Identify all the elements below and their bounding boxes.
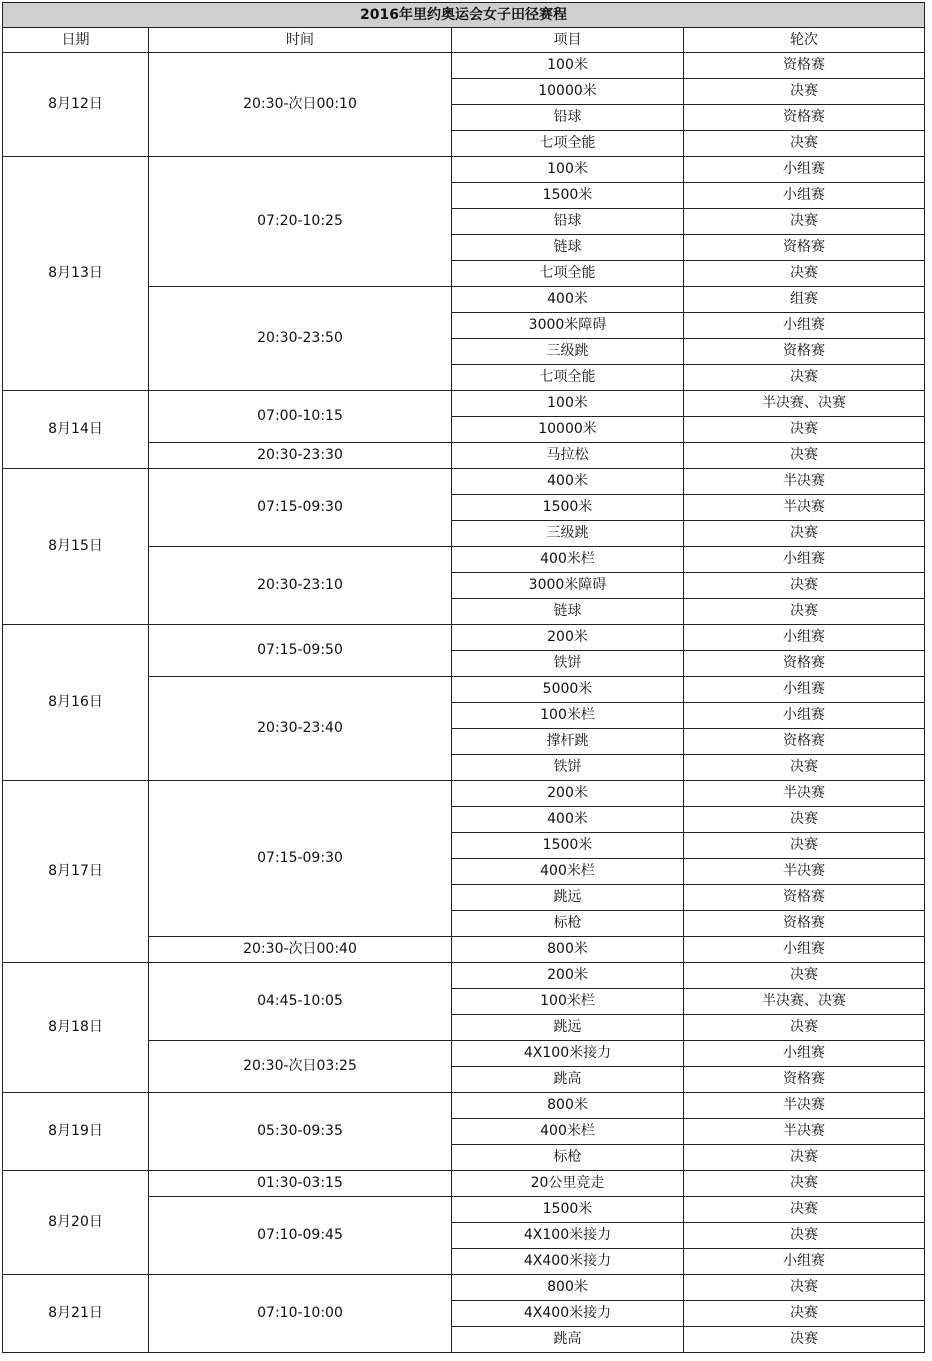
round-cell: 半决赛 (684, 1119, 925, 1145)
time-cell: 20:30-23:30 (149, 443, 452, 469)
round-cell: 决赛 (684, 261, 925, 287)
table-row (3, 157, 925, 183)
header-event: 项目 (452, 28, 684, 53)
table-row (3, 391, 925, 417)
round-cell: 半决赛 (684, 495, 925, 521)
round-cell: 决赛 (684, 1327, 925, 1353)
round-cell: 决赛 (684, 521, 925, 547)
event-cell: 链球 (452, 235, 684, 261)
event-cell: 200米 (452, 963, 684, 989)
time-cell: 07:10-10:00 (149, 1275, 452, 1353)
event-cell: 4X400米接力 (452, 1301, 684, 1327)
event-cell: 3000米障碍 (452, 573, 684, 599)
event-cell: 3000米障碍 (452, 313, 684, 339)
event-cell: 跳远 (452, 1015, 684, 1041)
round-cell: 决赛 (684, 1275, 925, 1301)
event-cell: 10000米 (452, 417, 684, 443)
event-cell: 三级跳 (452, 339, 684, 365)
time-cell: 20:30-次日03:25 (149, 1041, 452, 1093)
round-cell: 决赛 (684, 365, 925, 391)
time-cell: 07:20-10:25 (149, 157, 452, 287)
date-cell: 8月18日 (3, 963, 149, 1093)
date-cell: 8月21日 (3, 1275, 149, 1353)
table-row (3, 1093, 925, 1119)
round-cell: 决赛 (684, 79, 925, 105)
table-row (3, 625, 925, 651)
event-cell: 撑杆跳 (452, 729, 684, 755)
event-cell: 1500米 (452, 833, 684, 859)
time-cell: 04:45-10:05 (149, 963, 452, 1041)
table-row (3, 1275, 925, 1301)
round-cell: 决赛 (684, 573, 925, 599)
round-cell: 组赛 (684, 287, 925, 313)
date-cell: 8月14日 (3, 391, 149, 469)
event-cell: 400米栏 (452, 547, 684, 573)
round-cell: 半决赛 (684, 859, 925, 885)
event-cell: 400米栏 (452, 859, 684, 885)
time-cell: 07:10-09:45 (149, 1197, 452, 1275)
round-cell: 小组赛 (684, 677, 925, 703)
header-row (3, 28, 925, 53)
event-cell: 三级跳 (452, 521, 684, 547)
event-cell: 400米 (452, 287, 684, 313)
event-cell: 200米 (452, 781, 684, 807)
date-cell: 8月16日 (3, 625, 149, 781)
event-cell: 七项全能 (452, 365, 684, 391)
round-cell: 决赛 (684, 1145, 925, 1171)
schedule-body (3, 53, 925, 1353)
event-cell: 1500米 (452, 183, 684, 209)
event-cell: 100米栏 (452, 703, 684, 729)
table-row (3, 469, 925, 495)
round-cell: 小组赛 (684, 625, 925, 651)
date-cell: 8月12日 (3, 53, 149, 157)
round-cell: 资格赛 (684, 53, 925, 79)
event-cell: 跳高 (452, 1067, 684, 1093)
time-cell: 07:15-09:30 (149, 781, 452, 937)
time-cell: 07:00-10:15 (149, 391, 452, 443)
round-cell: 小组赛 (684, 313, 925, 339)
round-cell: 决赛 (684, 131, 925, 157)
event-cell: 200米 (452, 625, 684, 651)
event-cell: 400米 (452, 807, 684, 833)
event-cell: 跳远 (452, 885, 684, 911)
event-cell: 400米 (452, 469, 684, 495)
round-cell: 小组赛 (684, 547, 925, 573)
time-cell: 07:15-09:30 (149, 469, 452, 547)
round-cell: 资格赛 (684, 885, 925, 911)
event-cell: 链球 (452, 599, 684, 625)
title-row (3, 3, 925, 28)
event-cell: 标枪 (452, 1145, 684, 1171)
event-cell: 800米 (452, 1275, 684, 1301)
round-cell: 决赛 (684, 599, 925, 625)
round-cell: 资格赛 (684, 1067, 925, 1093)
header-date: 日期 (3, 28, 149, 53)
round-cell: 小组赛 (684, 183, 925, 209)
event-cell: 4X100米接力 (452, 1223, 684, 1249)
event-cell: 七项全能 (452, 131, 684, 157)
table-row (3, 781, 925, 807)
round-cell: 小组赛 (684, 1249, 925, 1275)
round-cell: 资格赛 (684, 339, 925, 365)
event-cell: 400米栏 (452, 1119, 684, 1145)
time-cell: 01:30-03:15 (149, 1171, 452, 1197)
event-cell: 七项全能 (452, 261, 684, 287)
event-cell: 100米栏 (452, 989, 684, 1015)
event-cell: 1500米 (452, 1197, 684, 1223)
round-cell: 资格赛 (684, 105, 925, 131)
event-cell: 铁饼 (452, 755, 684, 781)
round-cell: 决赛 (684, 1223, 925, 1249)
event-cell: 100米 (452, 53, 684, 79)
event-cell: 20公里竞走 (452, 1171, 684, 1197)
event-cell: 铅球 (452, 209, 684, 235)
round-cell: 决赛 (684, 963, 925, 989)
date-cell: 8月20日 (3, 1171, 149, 1275)
round-cell: 决赛 (684, 807, 925, 833)
event-cell: 1500米 (452, 495, 684, 521)
table-row (3, 963, 925, 989)
round-cell: 半决赛、决赛 (684, 989, 925, 1015)
schedule-table (2, 2, 925, 1353)
date-cell: 8月19日 (3, 1093, 149, 1171)
event-cell: 800米 (452, 937, 684, 963)
event-cell: 100米 (452, 391, 684, 417)
table-title: 2016年里约奥运会女子田径赛程 (3, 3, 925, 28)
round-cell: 半决赛 (684, 1093, 925, 1119)
event-cell: 铁饼 (452, 651, 684, 677)
time-cell: 05:30-09:35 (149, 1093, 452, 1171)
round-cell: 小组赛 (684, 157, 925, 183)
event-cell: 4X100米接力 (452, 1041, 684, 1067)
round-cell: 半决赛、决赛 (684, 391, 925, 417)
round-cell: 半决赛 (684, 469, 925, 495)
event-cell: 标枪 (452, 911, 684, 937)
round-cell: 决赛 (684, 1171, 925, 1197)
event-cell: 跳高 (452, 1327, 684, 1353)
round-cell: 资格赛 (684, 911, 925, 937)
table-row (3, 53, 925, 79)
table-row (3, 1171, 925, 1197)
time-cell: 20:30-次日00:40 (149, 937, 452, 963)
header-time: 时间 (149, 28, 452, 53)
time-cell: 20:30-23:50 (149, 287, 452, 391)
round-cell: 资格赛 (684, 729, 925, 755)
time-cell: 20:30-次日00:10 (149, 53, 452, 157)
date-cell: 8月15日 (3, 469, 149, 625)
round-cell: 决赛 (684, 1301, 925, 1327)
header-round: 轮次 (684, 28, 925, 53)
date-cell: 8月17日 (3, 781, 149, 963)
time-cell: 07:15-09:50 (149, 625, 452, 677)
round-cell: 小组赛 (684, 703, 925, 729)
round-cell: 决赛 (684, 209, 925, 235)
event-cell: 5000米 (452, 677, 684, 703)
round-cell: 半决赛 (684, 781, 925, 807)
event-cell: 10000米 (452, 79, 684, 105)
event-cell: 马拉松 (452, 443, 684, 469)
time-cell: 20:30-23:10 (149, 547, 452, 625)
round-cell: 资格赛 (684, 235, 925, 261)
round-cell: 决赛 (684, 417, 925, 443)
round-cell: 小组赛 (684, 1041, 925, 1067)
round-cell: 决赛 (684, 755, 925, 781)
round-cell: 决赛 (684, 443, 925, 469)
round-cell: 决赛 (684, 1197, 925, 1223)
time-cell: 20:30-23:40 (149, 677, 452, 781)
date-cell: 8月13日 (3, 157, 149, 391)
event-cell: 4X400米接力 (452, 1249, 684, 1275)
round-cell: 决赛 (684, 1015, 925, 1041)
event-cell: 800米 (452, 1093, 684, 1119)
round-cell: 资格赛 (684, 651, 925, 677)
round-cell: 小组赛 (684, 937, 925, 963)
event-cell: 铅球 (452, 105, 684, 131)
event-cell: 100米 (452, 157, 684, 183)
round-cell: 决赛 (684, 833, 925, 859)
